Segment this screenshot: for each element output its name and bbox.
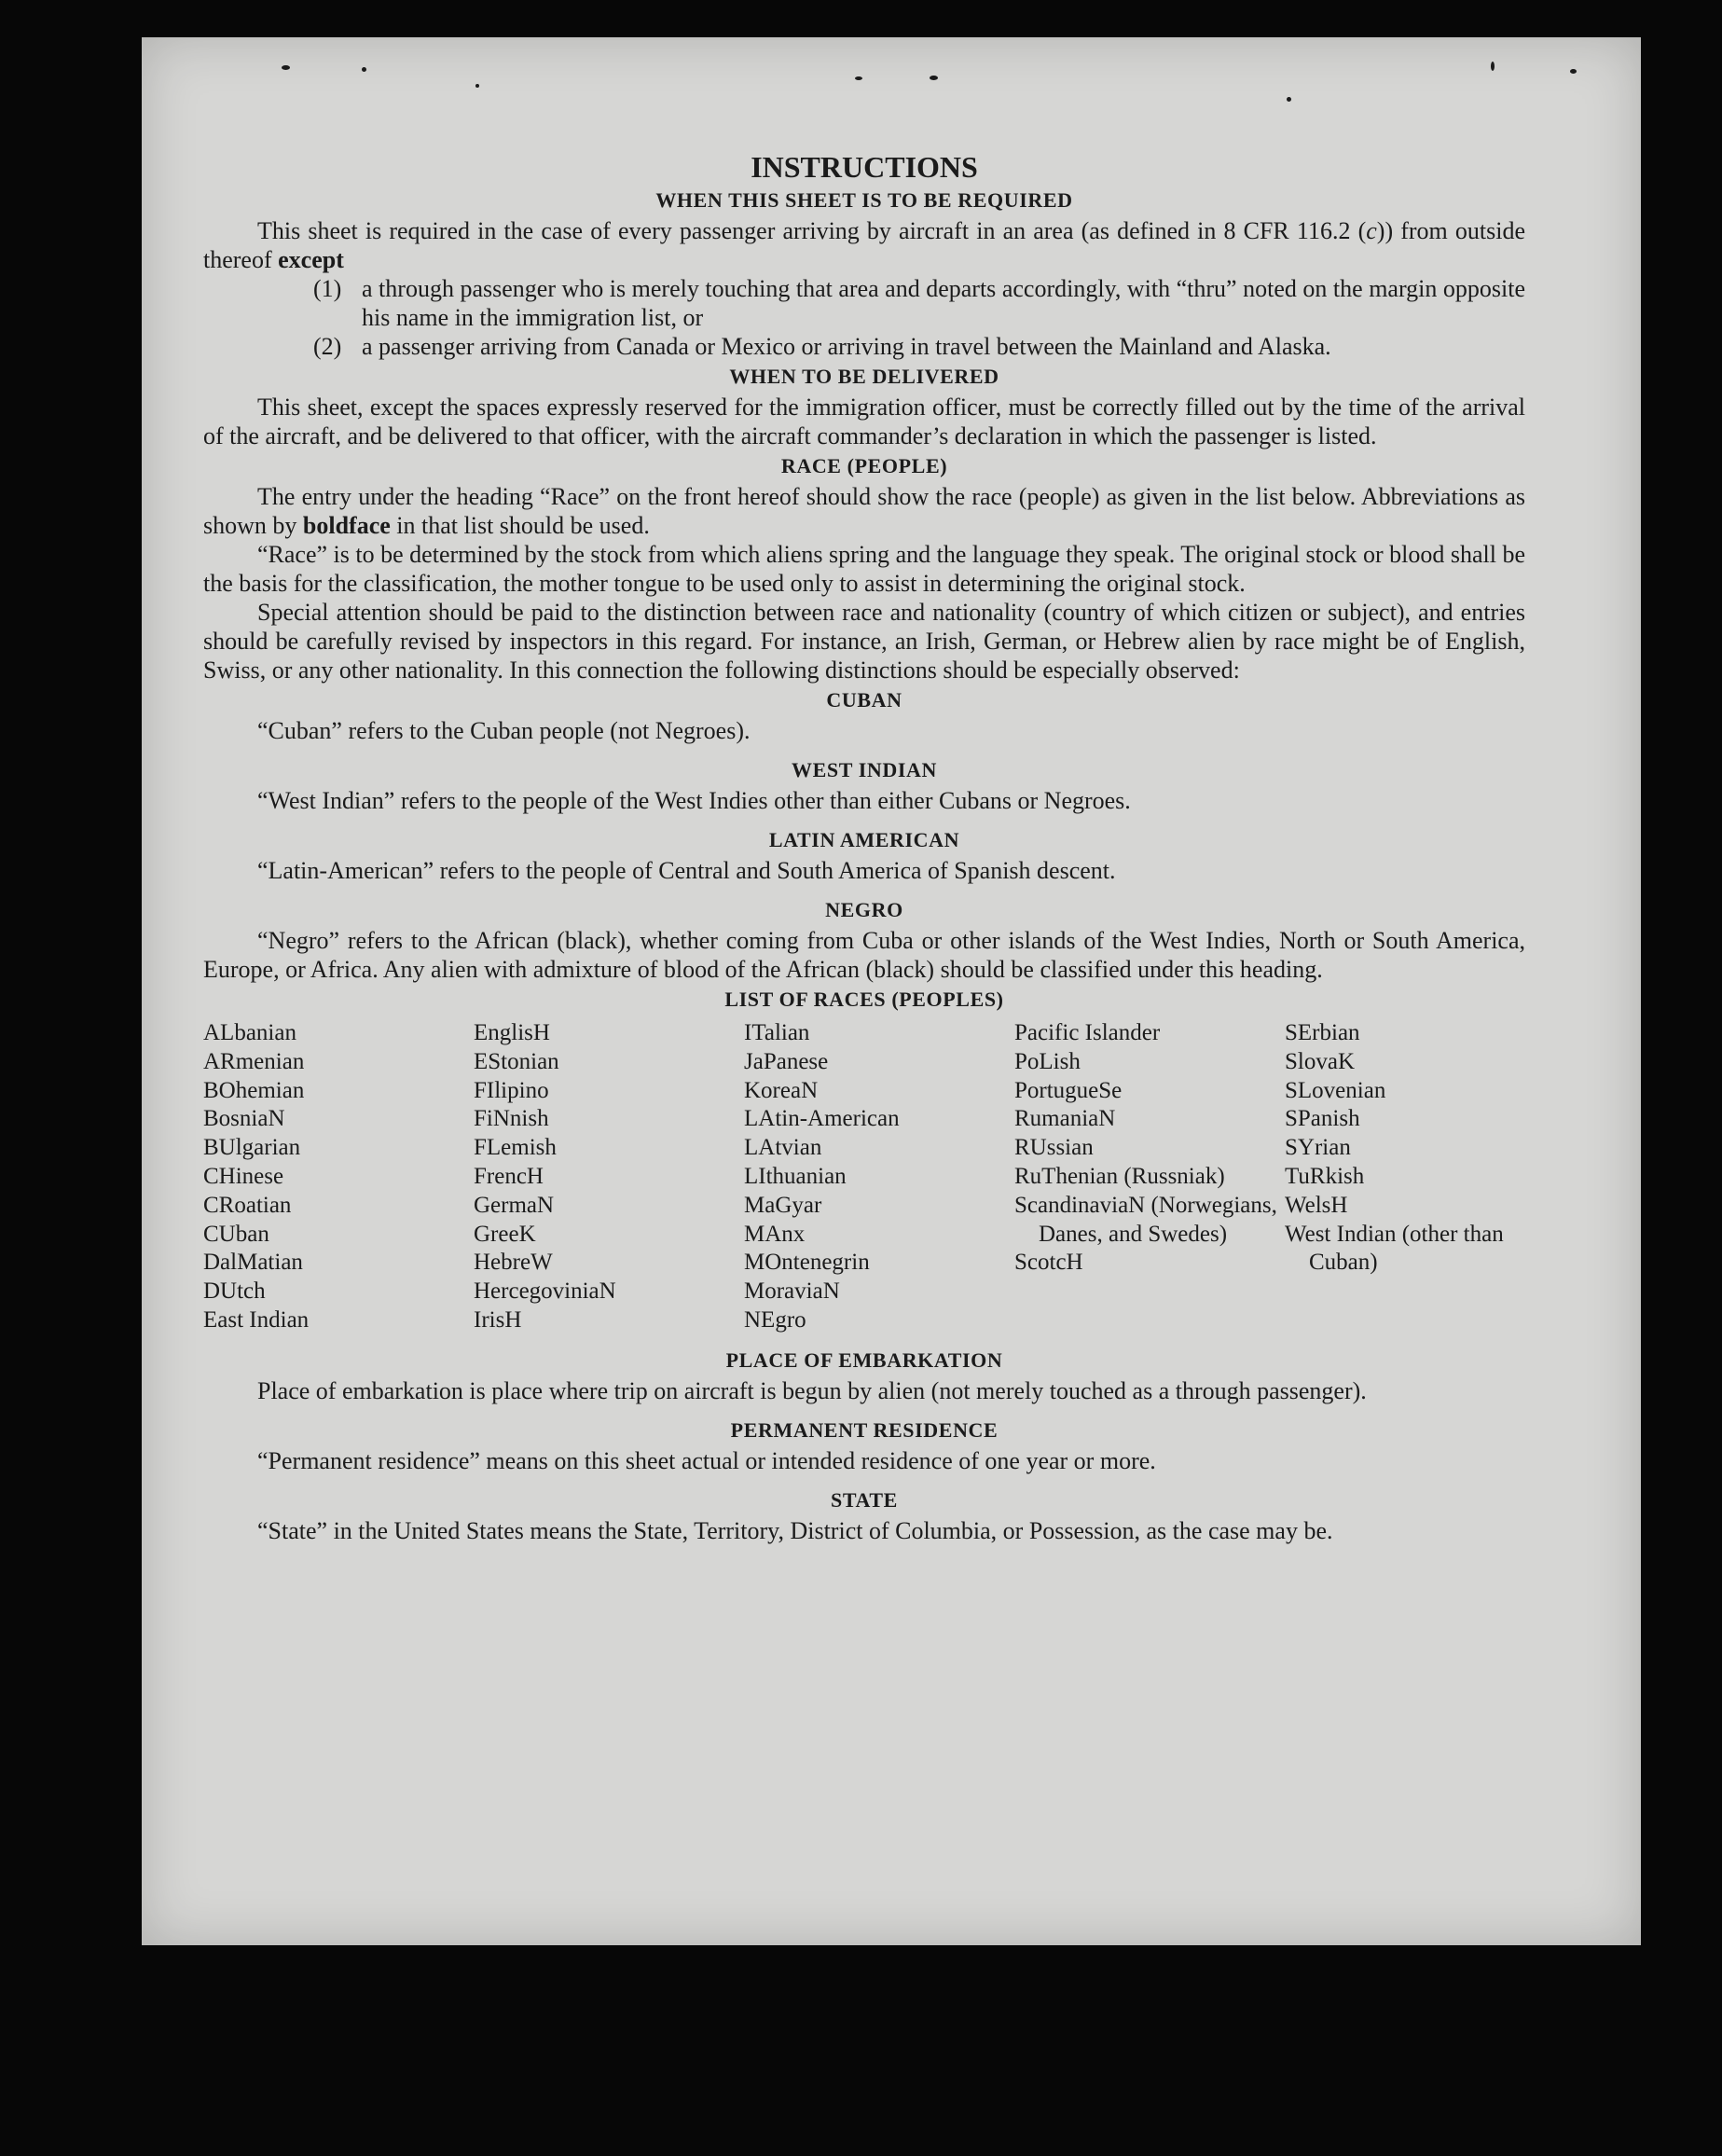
scan-speck	[282, 65, 290, 70]
race-item: LIthuanian	[744, 1163, 847, 1189]
race-item: RuThenian (Russniak)	[1014, 1163, 1225, 1189]
race-item: NEgro	[744, 1306, 806, 1333]
exception-text: a through passenger who is merely touching that area and departs accordingly, with “thru” noted on the margin opposite his name in the immigration list, or	[362, 275, 1525, 331]
race-item: MAnx	[744, 1221, 806, 1247]
scan-speck	[855, 76, 862, 80]
race-item: CRoatian	[203, 1192, 292, 1218]
races-column	[1285, 1019, 1525, 1335]
race-item: FIlipino	[474, 1077, 549, 1103]
heading-negro: NEGRO	[825, 898, 903, 921]
scan-speck	[362, 67, 366, 72]
exception-text: a passenger arriving from Canada or Mexico or arriving in travel between the Mainland and Alaska.	[362, 333, 1331, 360]
race-item: FiNnish	[474, 1106, 549, 1132]
paragraph-latin-american: “Latin-American” refers to the people of Central and South America of Spanish descent.	[257, 857, 1116, 884]
scan-speck	[475, 84, 479, 88]
race-item: ARmenian	[203, 1048, 305, 1074]
race-item: PoLish	[1014, 1048, 1081, 1074]
heading-place-of-embarkation: PLACE OF EMBARKATION	[725, 1348, 1003, 1372]
race-item: DUtch	[203, 1278, 266, 1305]
text-fragment: )) from outside thereof	[203, 217, 1525, 273]
paragraph-race-1	[203, 482, 1525, 540]
race-item: EnglisH	[474, 1020, 550, 1045]
heading-state: STATE	[831, 1487, 898, 1512]
paragraph-place-of-embarkation: Place of embarkation is place where trip on aircraft is begun by alien (not merely touched as a through passenger).	[257, 1376, 1367, 1404]
exception-number: (1)	[313, 275, 342, 302]
race-item: SYrian	[1285, 1135, 1351, 1161]
race-item: HebreW	[474, 1250, 553, 1276]
paragraph-when-delivered: This sheet, except the spaces expressly reserved for the immigration officer, must be correctly filled out by the time of the arrival of the aircraft, and be delivered to that officer, with the aircraft commander’s declaration in which the passenger is listed.	[203, 394, 1525, 449]
scan-speck	[1491, 62, 1495, 71]
text-fragment: This sheet is required in the case of every passenger arriving by aircraft in an area (as defined in 8 CFR 116.2 (	[257, 217, 1367, 244]
race-item: CUban	[203, 1221, 269, 1247]
race-item: West Indian (other than Cuban)	[1285, 1221, 1504, 1276]
races-column	[474, 1019, 744, 1335]
text-fragment: in that list should be used.	[390, 512, 650, 539]
paragraph-west-indian: “West Indian” refers to the people of the West Indies other than either Cubans or Negroes.	[257, 787, 1131, 814]
text-fragment: The entry under the heading “Race” on the front hereof should show the race (people) as given in the list below. Abbreviations as shown by	[203, 483, 1525, 539]
race-item: HercegoviniaN	[474, 1278, 616, 1305]
race-item: MoraviaN	[744, 1278, 840, 1305]
race-item: DalMatian	[203, 1250, 303, 1276]
heading-west-indian: WEST INDIAN	[792, 758, 937, 781]
race-item: FLemish	[474, 1135, 557, 1161]
race-item: LAtin-American	[744, 1106, 900, 1132]
paragraph-cuban: “Cuban” refers to the Cuban people (not Negroes).	[257, 717, 751, 744]
paragraph-race-3: Special attention should be paid to the distinction between race and nationality (country of which citizen or subject), and entries should be carefully revised by inspectors in this regard. For instance, an Irish, German, or Hebrew alien by race might be of English, Swiss, or any other nationality. In this connection the following distinctions should be especially observed:	[203, 599, 1525, 684]
race-item: MOntenegrin	[744, 1250, 870, 1276]
text-fragment-italic: c	[1366, 217, 1377, 244]
race-item: RumaniaN	[1014, 1106, 1116, 1132]
race-item: RUssian	[1014, 1135, 1094, 1161]
race-item: SLovenian	[1285, 1077, 1386, 1103]
race-item: LAtvian	[744, 1135, 822, 1161]
race-item: BosniaN	[203, 1106, 285, 1132]
heading-when-delivered: WHEN TO BE DELIVERED	[729, 365, 999, 388]
race-item: CHinese	[203, 1163, 284, 1189]
race-item: BOhemian	[203, 1077, 305, 1103]
paragraph-state: “State” in the United States means the State, Territory, District of Columbia, or Possession, as the case may be.	[257, 1516, 1333, 1544]
heading-cuban: CUBAN	[826, 688, 902, 712]
race-item: Pacific Islander	[1014, 1020, 1161, 1045]
scan-speck	[930, 76, 938, 80]
races-column	[744, 1019, 1014, 1335]
races-column	[203, 1019, 474, 1335]
instructions-content	[203, 149, 1525, 1545]
race-item: TuRkish	[1285, 1163, 1365, 1189]
heading-list-of-races: LIST OF RACES (PEOPLES)	[724, 988, 1004, 1011]
scan-speck	[1570, 69, 1577, 74]
text-fragment-bold: except	[278, 246, 344, 273]
paragraph-race-2: “Race” is to be determined by the stock from which aliens spring and the language they speak. The original stock or blood shall be the basis for the classification, the mother tongue to be used only to assist in determining the original stock.	[203, 541, 1525, 597]
page-title: INSTRUCTIONS	[751, 150, 978, 184]
exception-number: (2)	[313, 333, 342, 360]
heading-when-required: WHEN THIS SHEET IS TO BE REQUIRED	[655, 188, 1073, 212]
race-item: ITalian	[744, 1020, 810, 1045]
race-item: SPanish	[1285, 1106, 1360, 1132]
race-item: ScotcH	[1014, 1250, 1083, 1276]
heading-permanent-residence: PERMANENT RESIDENCE	[730, 1417, 999, 1442]
race-item: MaGyar	[744, 1192, 822, 1218]
race-item: ALbanian	[203, 1020, 296, 1045]
exception-item	[203, 332, 1525, 361]
document-sheet	[142, 37, 1641, 1945]
heading-latin-american: LATIN AMERICAN	[768, 828, 960, 851]
race-item: PortugueSe	[1014, 1077, 1123, 1103]
races-column	[1014, 1019, 1285, 1335]
text-fragment-bold: boldface	[302, 512, 391, 539]
paragraph-negro: “Negro” refers to the African (black), whether coming from Cuba or other islands of the West Indies, North or South America, Europe, or Africa. Any alien with admixture of blood of the African (black) should be classified under this heading.	[203, 927, 1525, 983]
scan-speck	[1287, 97, 1291, 102]
races-list	[203, 1019, 1525, 1335]
paragraph-permanent-residence: “Permanent residence” means on this sheet actual or intended residence of one year or more.	[257, 1446, 1156, 1474]
race-item: East Indian	[203, 1306, 310, 1333]
heading-race: RACE (PEOPLE)	[780, 454, 948, 477]
race-item: IrisH	[474, 1306, 522, 1333]
race-item: KoreaN	[744, 1077, 819, 1103]
race-item: BUlgarian	[203, 1135, 301, 1161]
race-item: WelsH	[1285, 1192, 1348, 1218]
race-item: FrencH	[474, 1163, 544, 1189]
race-item: GermaN	[474, 1192, 555, 1218]
race-item: JaPanese	[744, 1048, 829, 1074]
race-item: GreeK	[474, 1221, 536, 1247]
exception-item	[203, 274, 1525, 332]
race-item: EStonian	[474, 1048, 559, 1074]
race-item: ScandinaviaN (Norwegians, Danes, and Swedes)	[1014, 1192, 1277, 1247]
race-item: SErbian	[1285, 1020, 1360, 1045]
paragraph-when-required	[203, 216, 1525, 274]
race-item: SlovaK	[1285, 1048, 1355, 1074]
